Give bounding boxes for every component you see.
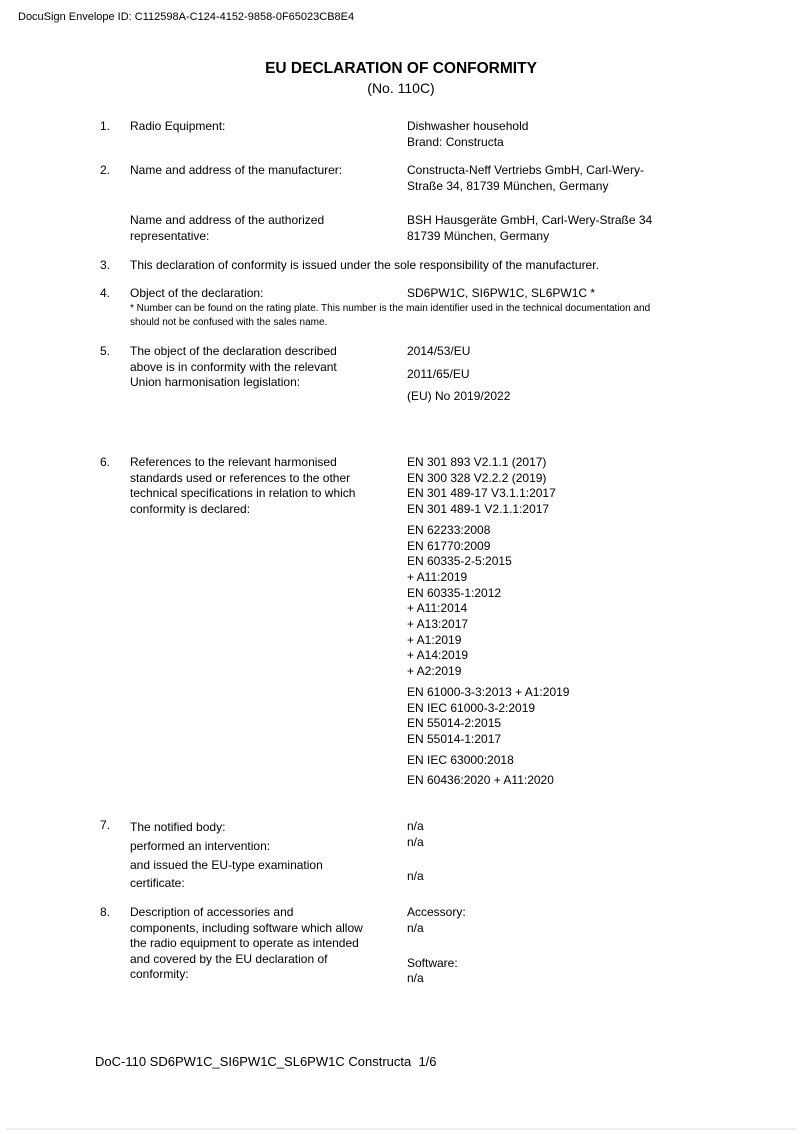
- value-line: Straße 34, 81739 München, Germany: [407, 178, 609, 193]
- label-line: above is in conformity with the relevant: [130, 359, 337, 374]
- section-value: [407, 286, 777, 302]
- document-title: EU DECLARATION OF CONFORMITY: [265, 60, 537, 77]
- section-value: [407, 344, 777, 412]
- section-text: This declaration of conformity is issued under the sole responsibility of the manufacturer.: [130, 258, 599, 272]
- standard-line: EN 61770:2009: [407, 538, 491, 553]
- label-line: and covered by the EU declaration of: [130, 951, 328, 966]
- section-number: 2.: [100, 163, 111, 177]
- standard-line: EN 301 893 V2.1.1 (2017): [407, 455, 547, 469]
- label-line: conformity:: [130, 967, 189, 981]
- page-edge-line: [6, 1128, 796, 1130]
- docusign-envelope-id: DocuSign Envelope ID: C112598A-C124-4152-9858-0F65023CB8E4: [18, 11, 355, 23]
- section-label: [130, 905, 408, 983]
- page-footer: DoC-110 SD6PW1C_SI6PW1C_SL6PW1C Constructa 1/6: [95, 1054, 437, 1069]
- section-value: [407, 119, 777, 150]
- label-line: performed an intervention:: [130, 838, 271, 853]
- footnote-line: * Number can be found on the rating plate. This number is the main identifier used in the technical documentation and: [130, 303, 651, 314]
- standard-line: EN 301 489-17 V3.1.1:2017: [407, 486, 556, 501]
- legislation-item: (EU) No 2019/2022: [407, 389, 511, 403]
- legislation-item: 2014/53/EU: [407, 344, 471, 358]
- label-line: components, including software which allow: [130, 920, 363, 935]
- spacer-line: [407, 936, 777, 952]
- label-line: the radio equipment to operate as intended: [130, 936, 359, 950]
- label-line: The object of the declaration described: [130, 344, 337, 358]
- standard-line: EN 60436:2020 + A11:2020: [407, 773, 554, 788]
- section-label: [130, 818, 408, 893]
- label-line: Union harmonisation legislation:: [130, 375, 301, 389]
- standards-group-rohs: [407, 753, 777, 769]
- intervention-value: n/a: [407, 835, 424, 849]
- notified-body-value: n/a: [407, 819, 424, 833]
- rating-plate-footnote: [130, 302, 740, 329]
- section-label: [130, 213, 408, 244]
- section-number: 6.: [100, 455, 111, 469]
- value-line: SD6PW1C, SI6PW1C, SL6PW1C *: [407, 286, 596, 300]
- label-line: References to the relevant harmonised: [130, 455, 337, 469]
- value-line: 81739 München, Germany: [407, 228, 550, 243]
- label-line: Description of accessories and: [130, 905, 294, 919]
- footnote-line: should not be confused with the sales name.: [130, 316, 328, 328]
- standards-group-emc: [407, 685, 777, 748]
- standards-group-performance: [407, 773, 777, 789]
- section-number: 3.: [100, 258, 111, 272]
- section-label: [130, 286, 408, 302]
- label-line: certificate:: [130, 876, 185, 891]
- label-line: Radio Equipment:: [130, 119, 226, 133]
- standard-line: + A1:2019: [407, 632, 462, 647]
- section-number: 7.: [100, 818, 111, 832]
- section-value: [407, 905, 777, 987]
- label-line: standards used or references to the other: [130, 470, 351, 485]
- certificate-value: n/a: [407, 869, 424, 883]
- label-line: and issued the EU-type examination: [130, 857, 323, 872]
- value-line: BSH Hausgeräte GmbH, Carl-Wery-Straße 34: [407, 213, 653, 227]
- label-line: Name and address of the authorized: [130, 213, 325, 227]
- section-number: 5.: [100, 344, 111, 358]
- section-label: [130, 344, 408, 391]
- label-line: technical specifications in relation to which: [130, 486, 356, 500]
- value-line: Constructa-Neff Vertriebs GmbH, Carl-Wery-: [407, 163, 644, 177]
- standard-line: EN 60335-1:2012: [407, 585, 502, 600]
- standard-line: EN 55014-2:2015: [407, 716, 502, 731]
- label-line: Name and address of the manufacturer:: [130, 163, 343, 177]
- standard-line: + A13:2017: [407, 617, 469, 632]
- section-label: [130, 455, 408, 517]
- standard-line: + A2:2019: [407, 664, 462, 679]
- section-label: [130, 119, 408, 135]
- software-label: Software:: [407, 955, 458, 970]
- standard-line: EN 62233:2008: [407, 522, 491, 537]
- standard-line: EN 55014-1:2017: [407, 731, 502, 746]
- standard-line: + A14:2019: [407, 648, 469, 663]
- label-line: representative:: [130, 228, 210, 243]
- accessory-label: Accessory:: [407, 905, 466, 919]
- standard-line: EN IEC 61000-3-2:2019: [407, 700, 536, 715]
- legislation-item: 2011/65/EU: [407, 366, 470, 381]
- label-line: The notified body:: [130, 820, 226, 834]
- section-label: [130, 163, 408, 179]
- standards-group-radio: [407, 455, 777, 518]
- software-value: n/a: [407, 971, 424, 985]
- standards-list: [407, 455, 777, 794]
- standards-group-safety: [407, 523, 777, 680]
- document-subtitle: (No. 110C): [367, 80, 435, 96]
- standard-line: + A11:2019: [407, 569, 468, 584]
- standard-line: EN IEC 63000:2018: [407, 752, 514, 767]
- label-line: conformity is declared:: [130, 501, 251, 516]
- standard-line: + A11:2014: [407, 601, 468, 616]
- label-line: Object of the declaration:: [130, 286, 264, 300]
- section-number: 8.: [100, 905, 111, 919]
- section-number: 1.: [100, 119, 111, 133]
- standard-line: EN 300 328 V2.2.2 (2019): [407, 470, 547, 485]
- standard-line: EN 301 489-1 V2.1.1:2017: [407, 502, 550, 517]
- value-line: Brand: Constructa: [407, 134, 504, 149]
- standard-line: EN 61000-3-3:2013 + A1:2019: [407, 684, 570, 699]
- standard-line: EN 60335-2-5:2015: [407, 554, 512, 569]
- section-value: [407, 213, 777, 244]
- accessory-value: n/a: [407, 920, 424, 935]
- value-line: Dishwasher household: [407, 119, 529, 133]
- section-number: 4.: [100, 286, 111, 300]
- section-value: [407, 163, 777, 194]
